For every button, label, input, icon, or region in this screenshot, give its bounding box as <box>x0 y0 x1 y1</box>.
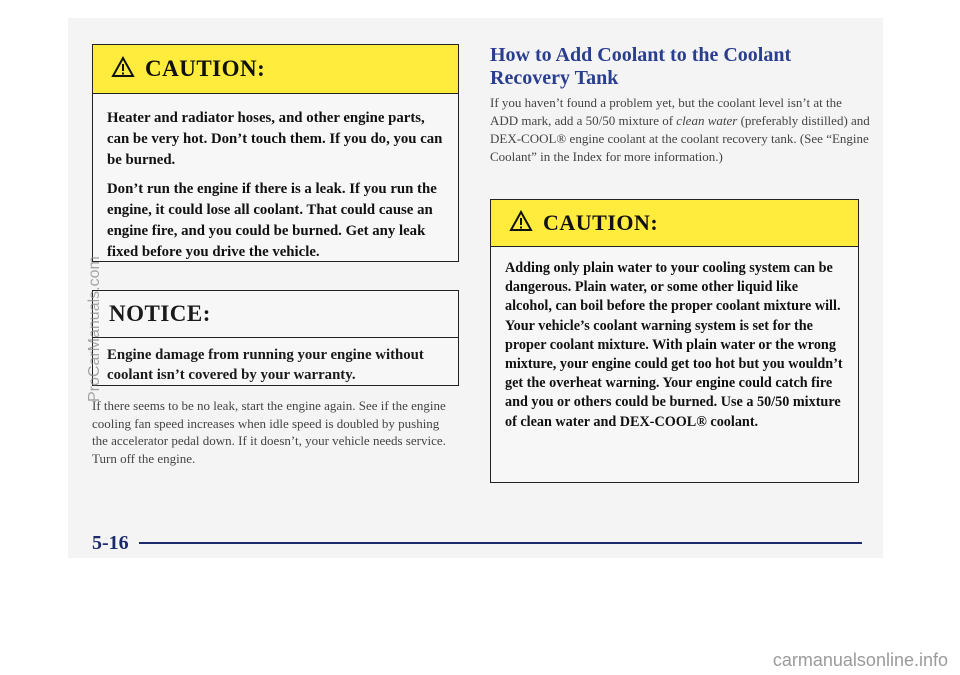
page-footer <box>92 528 862 558</box>
paragraph-text: (preferably distilled) and DEX-COOL® engine coolant at the coolant recovery tank. (See “Engine Coolant” in the Index for more information.) <box>490 113 870 164</box>
warning-triangle-icon <box>111 56 135 83</box>
notice-box <box>92 290 459 386</box>
warning-triangle-icon <box>509 210 533 237</box>
caution-header <box>93 45 458 94</box>
watermark-bottom: carmanualsonline.info <box>772 650 948 670</box>
paragraph-italic-text: clean water <box>676 113 738 128</box>
caution-paragraph-2: Don’t run the engine if there is a leak. If you run the engine, it could lose all coolant. That could cause an engine fire, and you could be burned. Get any leak fixed before you drive the vehicle. <box>107 181 437 260</box>
caution-header <box>491 200 858 247</box>
body-paragraph-right <box>490 94 870 166</box>
caution-box-left <box>92 44 459 262</box>
notice-header <box>93 291 458 338</box>
caution-body <box>93 94 458 263</box>
footer-rule <box>139 542 862 544</box>
watermark-side: ProCarManuals.com <box>86 256 103 402</box>
notice-body: Engine damage from running your engine without coolant isn’t covered by your warranty. <box>107 347 424 383</box>
section-heading: How to Add Coolant to the Coolant Recovery Tank <box>490 44 792 89</box>
page-number: 5-16 <box>92 531 129 554</box>
caution-title: CAUTION: <box>543 210 659 235</box>
caution-title: CAUTION: <box>145 56 266 81</box>
notice-title: NOTICE: <box>109 301 211 326</box>
caution-paragraph-1: Heater and radiator hoses, and other engine parts, can be very hot. Don’t touch them. If you do, you can be burned. <box>107 110 443 168</box>
caution-box-right <box>490 199 859 483</box>
body-paragraph-left: If there seems to be no leak, start the engine again. See if the engine cooling fan speed increases when idle speed is doubled by pushing the accelerator pedal down. If it doesn’t, your vehicle needs service. Turn off the engine. <box>92 398 446 466</box>
paragraph-text: If you haven’t found a problem yet, but the coolant level isn’t at the ADD mark, add a 50/50 mixture of <box>490 95 842 128</box>
caution-body: Adding only plain water to your cooling system can be dangerous. Plain water, or some other liquid like alcohol, can boil before the proper coolant mixture will. Your vehicle’s coolant warning system is set for the proper coolant mixture. With plain water or the wrong mixture, your engine could get too hot but you wouldn’t get the overheat warning. Your engine could catch fire and you or others could be burned. Use a 50/50 mixture of clean water and DEX-COOL® coolant. <box>505 260 843 430</box>
